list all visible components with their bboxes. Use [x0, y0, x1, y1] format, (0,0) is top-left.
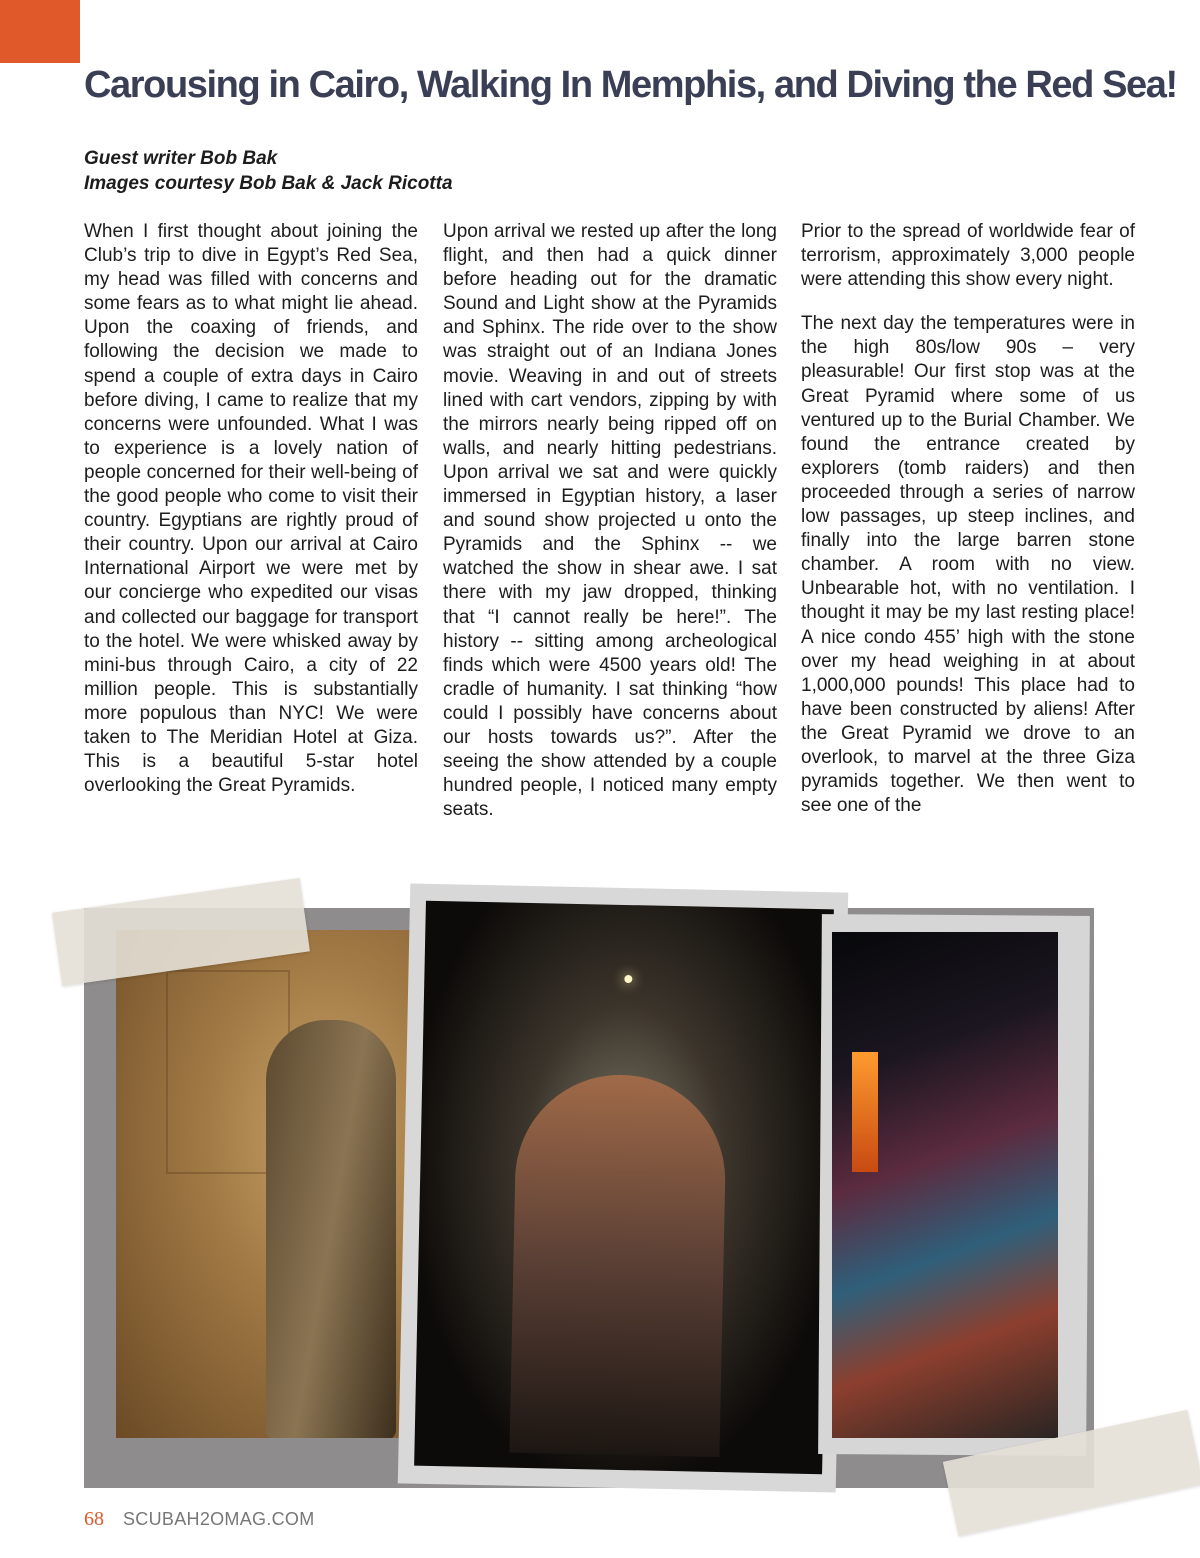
corner-accent-tab [0, 0, 80, 63]
page-number: 68 [84, 1508, 104, 1530]
byline-block [84, 146, 453, 196]
article-column-2 [443, 220, 777, 842]
photo-night-market [832, 932, 1058, 1438]
page-footer [84, 1508, 315, 1531]
article-title: Carousing in Cairo, Walking In Memphis, and Diving the Red Sea! [84, 64, 1177, 106]
stone-archway [509, 1073, 727, 1457]
magazine-site: SCUBAH2OMAG.COM [123, 1509, 315, 1529]
pharaoh-head-statue [266, 1020, 396, 1438]
hanging-lamp [624, 975, 632, 983]
byline-author: Guest writer Bob Bak [84, 148, 278, 169]
column-1-paragraph-1: When I first thought about joining the Club’s trip to dive in Egypt’s Red Sea, my head was filled with concerns and some fears as to what might lie ahead. Upon the coaxing of friends, and following the decision we made to spend a couple of extra days in Cairo before diving, I came to realize that my concerns were unfounded. What I was to experience is a lovely nation of people concerned for their well-being of the good people who come to visit their country. Egyptians are rightly proud of their country. Upon our arrival at Cairo International Airport we were met by our concierge who expedited our visas and collected our baggage for transport to the hotel. We were whisked away by mini-bus through Cairo, a city of 22 million people. This is substantially more populous than NYC! We were taken to The Meridian Hotel at Giza. This is a beautiful 5-star hotel overlooking the Great Pyramids. [84, 221, 418, 797]
column-3-paragraph-1: Prior to the spread of worldwide fear of terrorism, approximately 3,000 people were attending this show every night. [801, 221, 1135, 291]
column-2-paragraph-1: Upon arrival we rested up after the long flight, and then had a quick dinner before heading out for the dramatic Sound and Light show at the Pyramids and Sphinx. The ride over to the show was straight out of an Indiana Jones movie. Weaving in and out of streets lined with cart vendors, zipping by with the mirrors nearly being ripped off on walls, and nearly hitting pedestrians. Upon arrival we sat and were quickly immersed in Egyptian history, a laser and sound show projected u onto the Pyramids and the Sphinx -- we watched the show in shear awe. I sat there with my jaw dropped, thinking that “I cannot really be here!”. The history -- sitting among archeological finds which were 4500 years old! The cradle of humanity. I sat thinking “how could I possibly have concerns about our hosts towards us?”. After the seeing the show attended by a couple hundred people, I noticed many empty seats. [443, 221, 777, 821]
photo-bazaar-archway [414, 901, 834, 1474]
byline-image-credits: Images courtesy Bob Bak & Jack Ricotta [84, 173, 453, 194]
article-column-3 [801, 220, 1135, 838]
minaret-lights [852, 1052, 878, 1172]
column-3-paragraph-2: The next day the temperatures were in the high 80s/low 90s – very pleasurable! Our first stop was at the Great Pyramid where some of us ventured up to the Burial Chamber. We found the entrance created by explorers (tomb raiders) and then proceeded through a series of narrow low passages, up steep inclines, and finally into the large barren stone chamber. A room with no view. Unbearable hot, with no ventilation. I thought it may be my last resting place! A nice condo 455’ high with the stone over my head weighing in at about 1,000,000 pounds! This place had to have been constructed by aliens! After the Great Pyramid we drove to an overlook, to marvel at the three Giza pyramids together. We then went to see one of the [801, 313, 1135, 817]
photo-sphinx-statue [116, 930, 416, 1438]
article-column-1 [84, 220, 418, 818]
